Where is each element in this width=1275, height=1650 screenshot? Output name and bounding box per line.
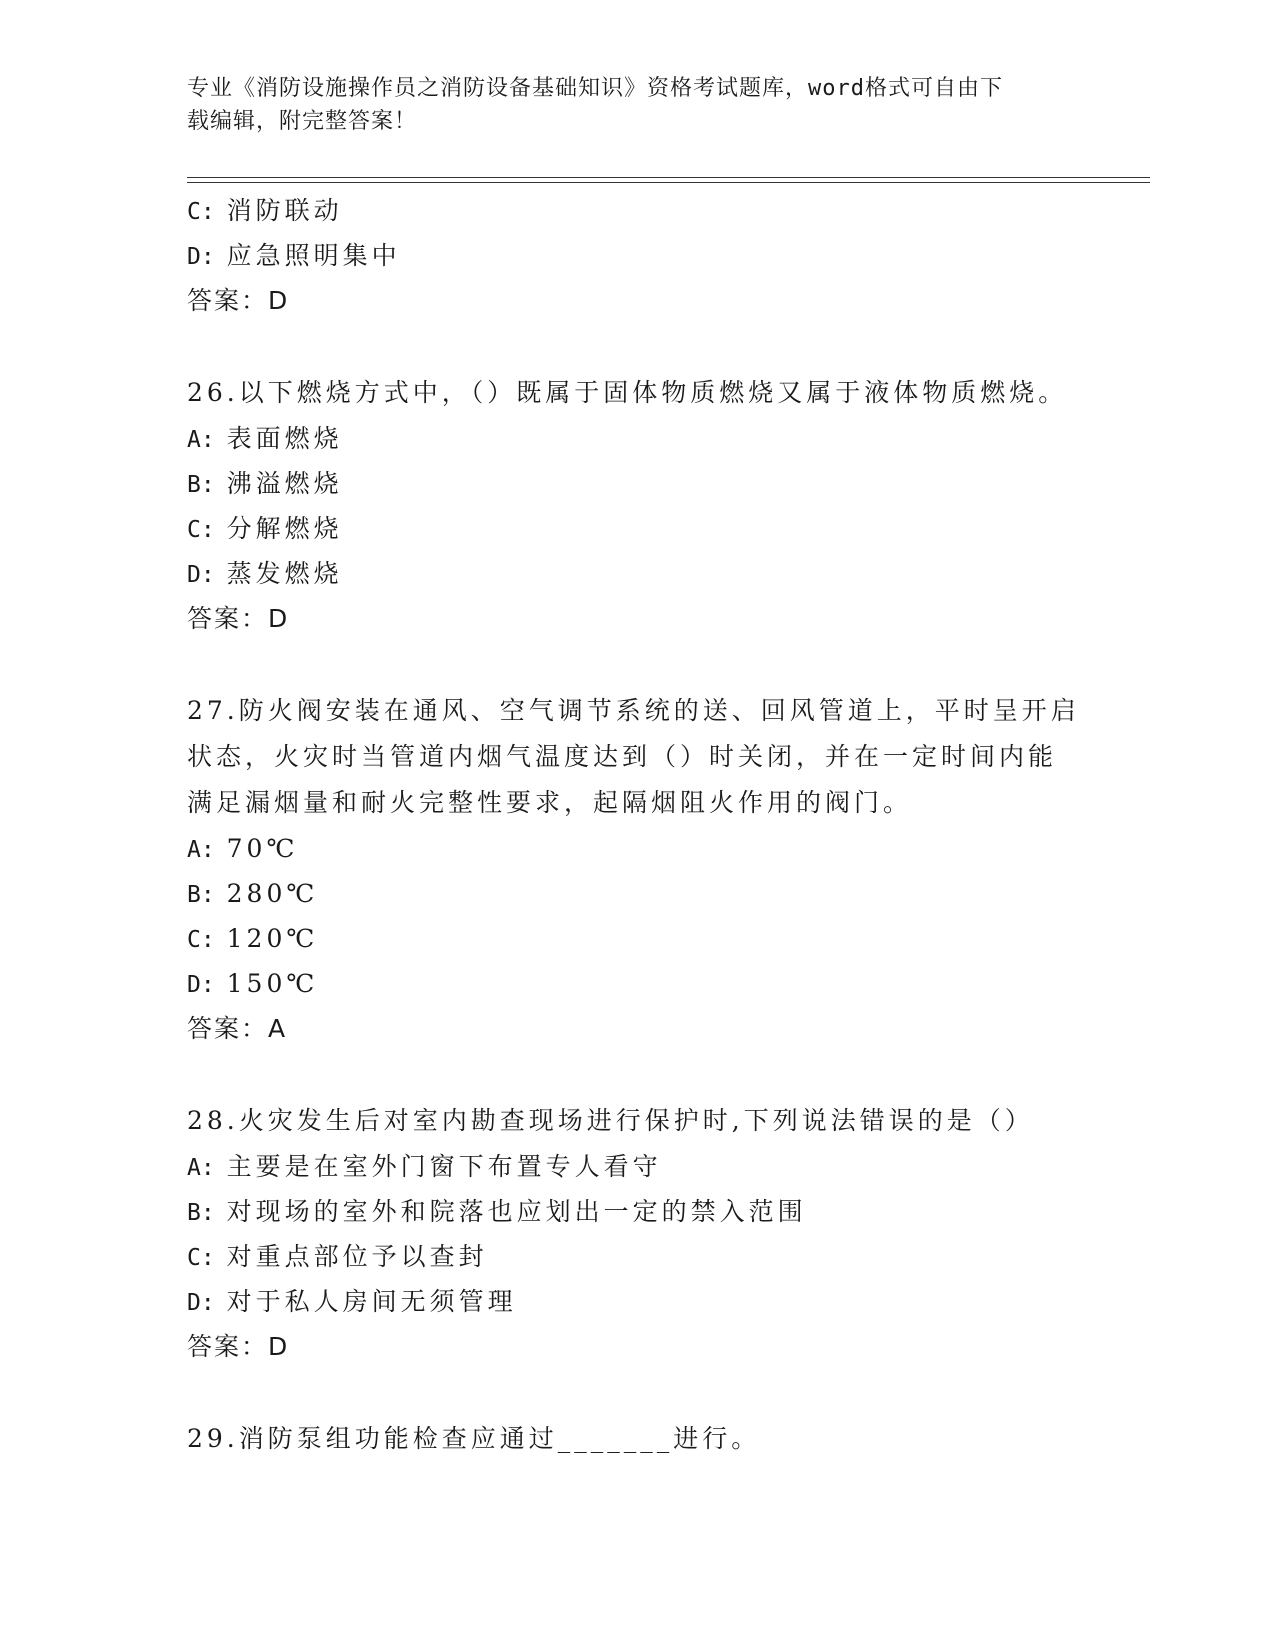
option-d — [187, 551, 1147, 596]
answer-line: 答案：D — [187, 604, 290, 633]
option-text: 主要是在室外门窗下布置专人看守 — [226, 1152, 662, 1181]
option-b — [187, 871, 1147, 916]
option-letter: A: — [187, 1155, 215, 1181]
option-letter: A: — [187, 837, 215, 863]
option-letter: D: — [187, 562, 215, 588]
option-a — [187, 826, 1147, 871]
option-text: 120℃ — [226, 924, 319, 953]
option-letter: D: — [187, 1290, 215, 1316]
option-letter: C: — [187, 199, 215, 225]
header-line-1: 专业《消防设施操作员之消防设备基础知识》资格考试题库，word格式可自由下 — [187, 76, 1003, 101]
question-stem: 28.火灾发生后对室内勘查现场进行保护时,下列说法错误的是（） — [187, 1106, 1034, 1135]
option-letter: A: — [187, 427, 215, 453]
option-text: 蒸发燃烧 — [226, 559, 343, 588]
option-text: 280℃ — [226, 879, 319, 908]
option-d — [187, 1279, 1147, 1324]
option-text: 表面燃烧 — [226, 424, 343, 453]
option-letter: D: — [187, 972, 215, 998]
option-letter: B: — [187, 882, 215, 908]
question-stem: 29.消防泵组功能检查应通过_______进行。 — [187, 1424, 761, 1453]
option-text: 150℃ — [226, 969, 319, 998]
question-stem: 26.以下燃烧方式中，（）既属于固体物质燃烧又属于液体物质燃烧。 — [187, 378, 1068, 407]
question-stem: 27.防火阀安装在通风、空气调节系统的送、回风管道上，平时呈开启 — [187, 696, 1080, 725]
option-text: 70℃ — [226, 834, 299, 863]
question-25-tail — [187, 188, 1147, 323]
option-a — [187, 1144, 1147, 1189]
question-26 — [187, 370, 1147, 641]
option-letter: C: — [187, 927, 215, 953]
document-header — [187, 72, 1067, 138]
option-text: 对于私人房间无须管理 — [226, 1287, 517, 1316]
option-a — [187, 416, 1147, 461]
option-text: 分解燃烧 — [226, 514, 343, 543]
option-d — [187, 961, 1147, 1006]
option-letter: B: — [187, 472, 215, 498]
option-b — [187, 1189, 1147, 1234]
answer-line: 答案：A — [187, 1014, 288, 1043]
option-text: 对重点部位予以查封 — [226, 1242, 488, 1271]
option-text: 消防联动 — [226, 196, 343, 225]
option-letter: C: — [187, 1245, 215, 1271]
question-29 — [187, 1416, 1147, 1462]
question-28 — [187, 1098, 1147, 1369]
question-stem: 满足漏烟量和耐火完整性要求，起隔烟阻火作用的阀门。 — [187, 788, 913, 817]
option-letter: C: — [187, 517, 215, 543]
option-text: 沸溢燃烧 — [226, 469, 343, 498]
answer-line: 答案：D — [187, 1332, 290, 1361]
header-divider — [187, 177, 1150, 183]
option-b — [187, 461, 1147, 506]
question-27 — [187, 688, 1147, 1051]
option-d — [187, 233, 1147, 278]
option-c — [187, 188, 1147, 233]
option-text: 对现场的室外和院落也应划出一定的禁入范围 — [226, 1197, 807, 1226]
option-c — [187, 1234, 1147, 1279]
option-c — [187, 916, 1147, 961]
option-letter: B: — [187, 1200, 215, 1226]
option-c — [187, 506, 1147, 551]
option-letter: D: — [187, 244, 215, 270]
answer-line: 答案：D — [187, 286, 290, 315]
question-list — [187, 188, 1147, 1462]
question-stem: 状态，火灾时当管道内烟气温度达到（）时关闭，并在一定时间内能 — [187, 742, 1058, 771]
header-line-2: 载编辑，附完整答案！ — [187, 109, 418, 134]
option-text: 应急照明集中 — [226, 241, 401, 270]
